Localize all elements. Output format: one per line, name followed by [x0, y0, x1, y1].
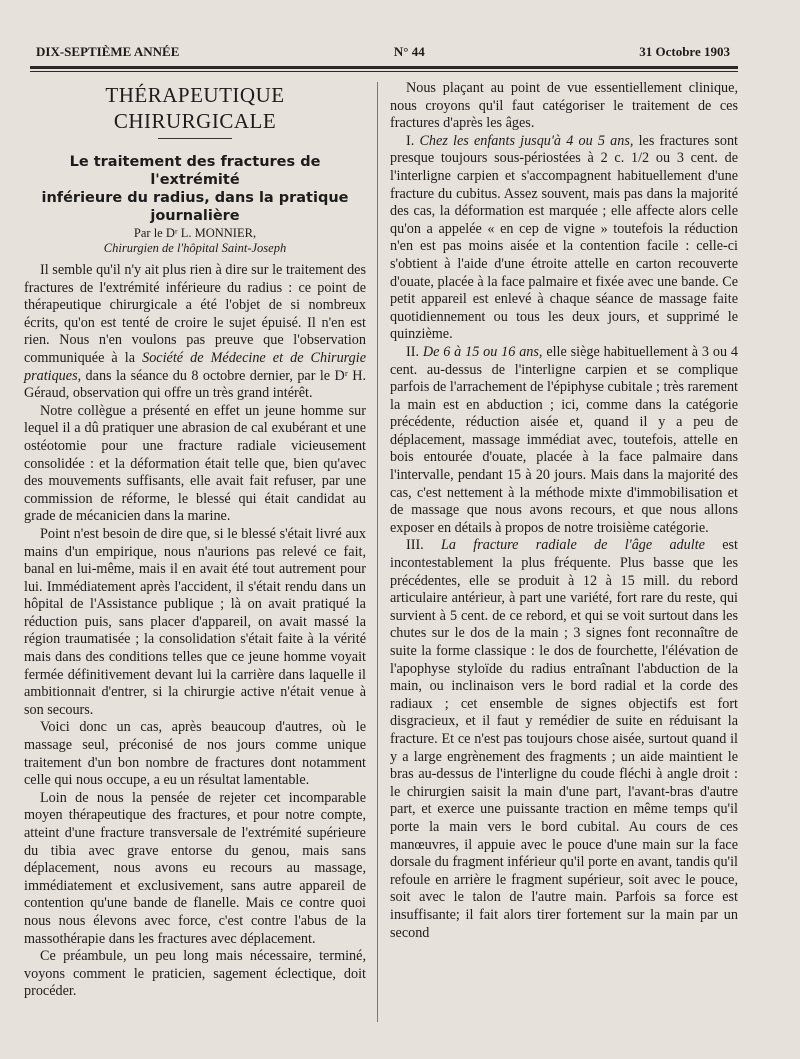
paragraph-category-3: III. La fracture radiale de l'âge adulte est incontestablement la plus fréquente. Plus basse que les précédentes, elle se produit à 12 à 15 mill. du rebord articulaire antérieur, à part une variété, fort rare du reste, qui survient à 5 cent. de ce rebord, et qui se voit surtout dans les chutes sur le dos de la main ; 3 signes font reconnaître de suite la forme classique : le dos de fourchette, l'élévation de l'apophyse styloïde du radius entraînant l'abduction de la main, ou inclinaison vers le bord radial et la corde des radiaux ; cet ensemble de signes objectifs est fort disgracieux, et il faut y remédier de suite en réduisant la fracture. Et ce n'est pas toujours chose aisée, surtout quand il y a large engrènement des fragments ; un aide maintient le bras au-dessus de l'interligne du coude fléchi à angle droit : le chirurgien saisit la main d'une part, l'avant-bras d'autre part, et exerce une puissante traction en même temps qu'il porte la main vers le bord cubital. Au cours de ces manœuvres, il appuie avec le pouce d'une main sur la face dorsale du fragment inférieur qu'il porte en avant, tandis qu'il refoule en arrière le fragment supérieur, soit avec le pouce, soit avec le talon de l'autre main. Parfois sa force est insuffisante; il fait alors tirer fortement sur la main par un second [390, 537, 738, 941]
paragraph: Loin de nous la pensée de rejeter cet incomparable moyen thérapeutique des fractures, et pour notre compte, atteint d'une fracture transversale de l'extrémité supérieure du tibia avec grave entorse du genou, mais sans déplacement, nous avons eu recours au massage, immédiatement et exclusivement, sans autre appareil de contention qu'une bande de flanelle. Mais ce contre quoi nous nous élevons avec force, c'est contre l'abus de la massothérapie dans les fractures avec déplacement. [24, 789, 366, 947]
paragraph: Ce préambule, un peu long mais nécessaire, terminé, voyons comment le praticien, sagement éclectique, doit procéder. [24, 948, 366, 1000]
paragraph: Voici donc un cas, après beaucoup d'autres, où le massage seul, préconisé de nos jours comme unique traitement d'un bon nombre de fractures dont notamment celle qui nous occupe, a eu un résultat lamentable. [24, 719, 366, 789]
article-byline: Par le Dʳ L. MONNIER, [133, 226, 257, 240]
paragraph-category-2: II. De 6 à 15 ou 16 ans, elle siège habituellement à 3 ou 4 cent. au-dessus de l'interligne carpien et se complique parfois de l'arrachement de l'épiphyse cubitale ; très rarement la main est en abduction ; ici, comme dans la catégorie précédente, réduction aisée et, quand il y a peu de déplacement, massage immédiat avec, toutefois, attelle en bois entourée d'ouate, placée à la face palmaire dans l'intervalle, pendant 15 à 20 jours. Mais dans la majorité des cas, c'est nettement à la méthode mixte d'immobilisation et de massage que nous avons recours, et que nous allons exposer en détails à propos de notre troisième catégorie. [390, 343, 738, 536]
article-title-line-1: Le traitement des fractures de l'extrémité [69, 154, 321, 188]
paragraph-category-1: I. Chez les enfants jusqu'à 4 ou 5 ans, les fractures sont presque toujours sous-périostées à 2 c. 1/2 ou 3 cent. de l'interligne carpien et s'accompagnent habituellement d'une fracture du cubitus. Assez souvent, mais pas dans la majorité des cas, la déformation est marquée ; elle affecte alors celle qu'on a appelée « en cep de vigne » toutefois la réduction n'en est pas moins aisée et la contention facile : celle-ci s'obtient à l'aide d'une étroite attelle en carton recouverte d'ouate, placée à la face palmaire et fixée avec une bande. Ce petit appareil est enlevé à chaque séance de massage faite quotidiennement ou tous les deux jours, et supprimé le quinzième. [390, 132, 738, 343]
running-header [36, 44, 730, 60]
article-title [24, 153, 366, 225]
header-year: DIX-SEPTIÈME ANNÉE [36, 44, 180, 59]
column-divider [377, 82, 378, 1022]
right-column [390, 80, 738, 942]
left-column [24, 80, 366, 1001]
section-title-rule [158, 138, 232, 139]
header-date: 31 Octobre 1903 [639, 44, 730, 59]
header-rule-thick [30, 66, 738, 69]
header-issue-number: N° 44 [393, 44, 425, 59]
section-title: THÉRAPEUTIQUE CHIRURGICALE [105, 83, 285, 133]
article-title-line-2: inférieure du radius, dans la pratique journalière [41, 190, 349, 224]
paragraph: Il semble qu'il n'y ait plus rien à dire sur le traitement des fractures de l'extrémité inférieure du radius : ce point de thérapeutique chirurgicale a été l'objet de si nombreux écrits, qu'on est tenté de croire le sujet épuisé. Il n'en est rien. Nous n'en voulons pas preuve que l'observation communiquée à la Société de Médecine et de Chirurgie pratiques, dans la séance du 8 octobre dernier, par le Dʳ H. Géraud, observation qui offre un très grand intérêt. [24, 262, 366, 402]
header-rule-thin [30, 71, 738, 72]
paragraph: Notre collègue a présenté en effet un jeune homme sur lequel il a dû pratiquer une abrasion de cal exubérant et une ostéotomie pour une fracture radiale vicieusement consolidée : et la déformation était telle que, bien qu'avec des mouvements suffisants, elle avait fait refuser, par une commission de réforme, le blessé qui était candidat au grade de mécanicien dans la marine. [24, 402, 366, 525]
author-affiliation: Chirurgien de l'hôpital Saint-Joseph [103, 241, 287, 255]
paragraph: Nous plaçant au point de vue essentiellement clinique, nous croyons qu'il faut catégoriser le traitement de ces fractures d'après les âges. [390, 80, 738, 132]
society-name: Société de Médecine et de Chirurgie pratiques, [24, 349, 366, 384]
paragraph: Point n'est besoin de dire que, si le blessé s'était livré aux mains d'un empirique, nous n'aurions pas relevé ce fait, banal en lui-même, mais il en avait été tout autrement pour lui. Immédiatement après l'accident, il s'était rendu dans un hôpital de l'Assistance publique ; là on avait pratiqué la réduction puis, sans placer d'appareil, on avait massé la région traumatisée ; la consolidation s'était faite à la vérité mais dans des conditions telles que ce jeune homme voyait fermée définitivement devant lui la carrière dans laquelle il ambitionnait d'entrer, si la chirurgie active n'était venue à son secours. [24, 525, 366, 718]
